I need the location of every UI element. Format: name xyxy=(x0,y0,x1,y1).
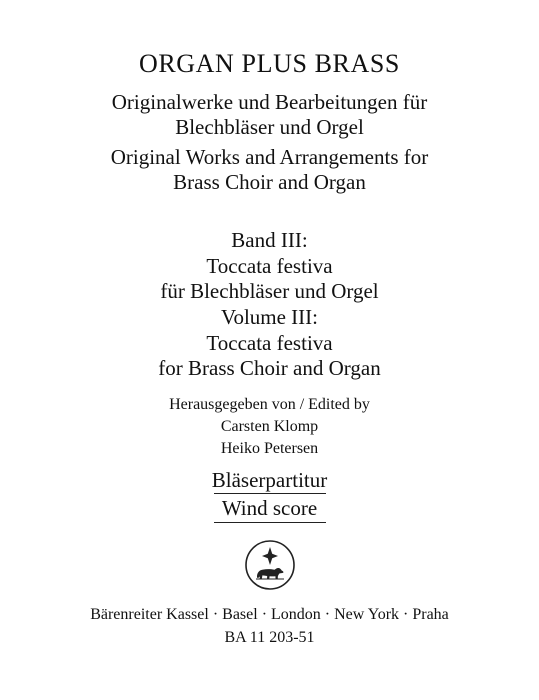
editor-name: Carsten Klomp xyxy=(220,418,319,435)
series-title: ORGAN PLUS BRASS xyxy=(138,49,400,78)
series-subtitle-german-line-2: Blechbläser und Orgel xyxy=(175,115,364,139)
series-subtitle-english-line-1: Original Works and Arrangements for xyxy=(110,145,429,169)
instrumentation-english: for Brass Choir and Organ xyxy=(158,356,381,380)
work-title-english: Toccata festiva xyxy=(206,331,333,355)
catalog-number: BA 11 203-51 xyxy=(224,629,315,646)
series-subtitle-english-line-2: Brass Choir and Organ xyxy=(173,170,366,194)
divider xyxy=(214,493,326,494)
editors-label: Herausgegeben von / Edited by xyxy=(169,396,370,413)
publisher-line: Bärenreiter Kassel · Basel · London · New York · Praha xyxy=(90,606,449,623)
divider xyxy=(214,522,326,523)
series-subtitle-german-line-1: Originalwerke und Bearbeitungen für xyxy=(111,90,428,114)
editor-name: Heiko Petersen xyxy=(220,440,319,457)
score-type-english: Wind score xyxy=(221,496,318,520)
instrumentation-german: für Blechbläser und Orgel xyxy=(160,279,379,303)
baerenreiter-bear-star-logo-icon xyxy=(244,539,296,591)
work-title-german: Toccata festiva xyxy=(206,254,333,278)
score-type-german: Bläserpartitur xyxy=(211,468,328,492)
volume-label-english: Volume III: xyxy=(220,305,318,329)
volume-label-german: Band III: xyxy=(231,228,308,252)
